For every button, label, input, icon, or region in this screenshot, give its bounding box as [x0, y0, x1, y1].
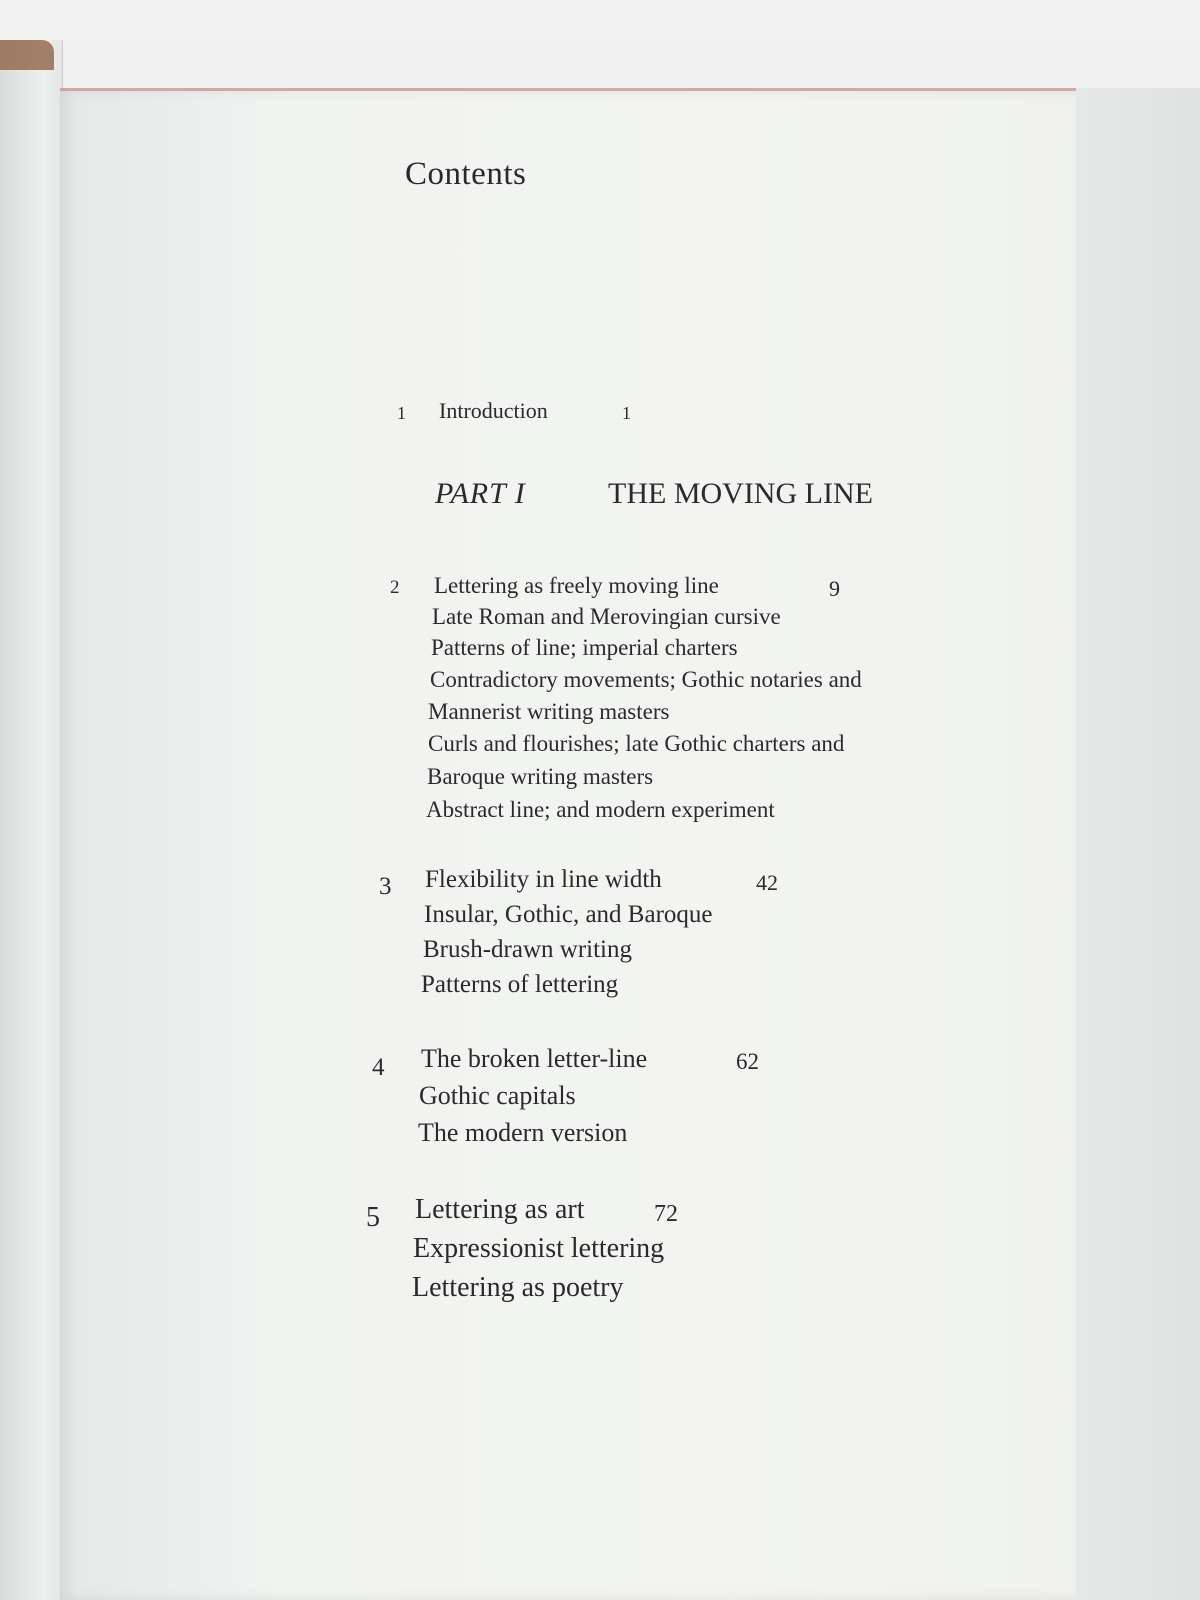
section-line: Late Roman and Merovingian cursive — [432, 604, 781, 629]
section-line: Abstract line; and modern experiment — [426, 797, 775, 822]
page-title: Contents — [405, 156, 527, 192]
section-line: Mannerist writing masters — [428, 699, 670, 724]
page-right-edge — [1076, 88, 1200, 1600]
chapter-title: Lettering as freely moving line — [434, 573, 719, 598]
chapter-title: Lettering as art — [415, 1194, 585, 1225]
book-cover-corner — [0, 40, 54, 70]
section-line: Brush-drawn writing — [423, 936, 632, 963]
section-line: Contradictory movements; Gothic notaries and — [430, 667, 862, 692]
section-line: Curls and flourishes; late Gothic charters and — [428, 731, 845, 756]
section-line: Expressionist lettering — [413, 1233, 665, 1264]
chapter-page: 42 — [756, 870, 778, 895]
section-line: Gothic capitals — [419, 1081, 576, 1110]
introduction-label: Introduction — [439, 398, 548, 423]
chapter-number: 3 — [379, 873, 392, 900]
section-line: The modern version — [418, 1118, 628, 1147]
chapter-page: 72 — [654, 1201, 678, 1227]
section-line: Insular, Gothic, and Baroque — [424, 901, 713, 928]
introduction-number: 1 — [397, 403, 406, 423]
chapter-title: The broken letter-line — [421, 1044, 648, 1073]
section-line: Patterns of lettering — [421, 971, 619, 998]
chapter-page: 9 — [829, 576, 840, 601]
part-label: PART I — [435, 477, 526, 510]
page-top-edge — [60, 88, 1077, 91]
chapter-number: 5 — [366, 1202, 380, 1233]
chapter-number: 2 — [390, 577, 400, 598]
chapter-page: 62 — [736, 1049, 759, 1074]
introduction-page: 1 — [622, 403, 631, 423]
previous-page-edge — [0, 40, 63, 1600]
section-line: Lettering as poetry — [412, 1272, 624, 1303]
section-line: Patterns of line; imperial charters — [431, 635, 738, 660]
section-line: Baroque writing masters — [427, 764, 654, 789]
contents-page — [60, 90, 1180, 1600]
chapter-number: 4 — [372, 1054, 385, 1081]
part-title: THE MOVING LINE — [608, 477, 873, 510]
chapter-title: Flexibility in line width — [425, 866, 662, 893]
